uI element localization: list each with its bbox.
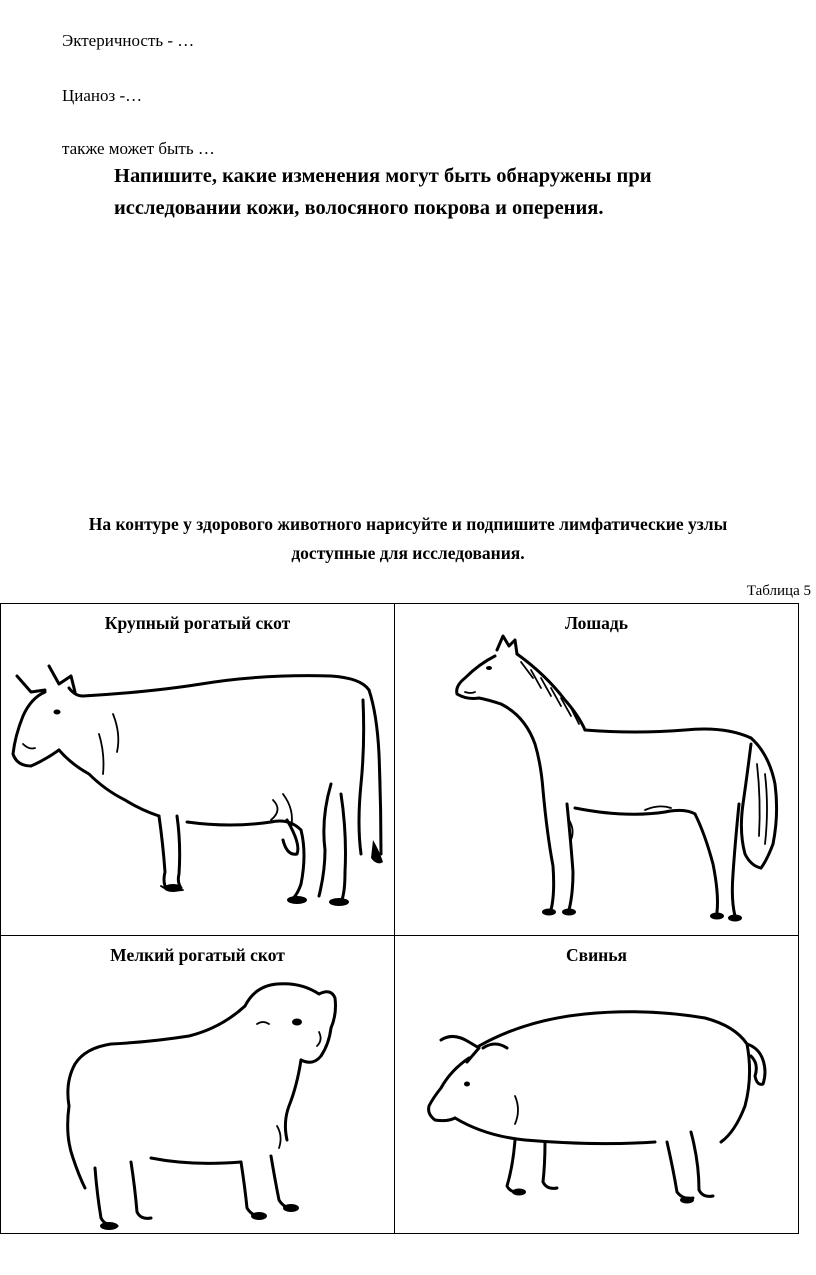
cell-title-small-ruminants: Мелкий рогатый скот: [110, 945, 285, 965]
sheep-outline-drawing: [1, 936, 394, 1234]
lymph-node-task-line-1: На контуре у здорового животного нарисуйте и подпишите лимфатические узлы: [88, 514, 728, 534]
cell-small-ruminants: [1, 936, 395, 1234]
table-label: Таблица 5: [746, 583, 811, 599]
cianoz-line: Цианоз -…: [62, 86, 143, 105]
animals-table: [0, 603, 799, 1234]
pig-outline-drawing: [395, 936, 798, 1234]
lymph-node-task: [0, 510, 816, 568]
cell-pig: [395, 936, 799, 1234]
cell-title-pig: Свинья: [566, 945, 627, 965]
horse-outline-drawing: [395, 604, 798, 936]
cell-title-cattle: Крупный рогатый скот: [104, 613, 291, 633]
cow-outline-drawing: [1, 604, 394, 936]
question-heading-line-1: Напишите, какие изменения могут быть обнаружены при: [114, 165, 652, 187]
question-heading-line-2: исследовании кожи, волосяного покрова и оперения.: [114, 197, 604, 219]
cell-horse: [395, 604, 799, 936]
question-heading: [114, 160, 814, 224]
cell-title-horse: Лошадь: [565, 613, 628, 633]
cell-cattle: [1, 604, 395, 936]
ekterichnost-line: Эктеричность - …: [62, 31, 195, 50]
takzhe-line: также может быть …: [62, 139, 215, 158]
lymph-node-task-line-2: доступные для исследования.: [291, 543, 525, 563]
